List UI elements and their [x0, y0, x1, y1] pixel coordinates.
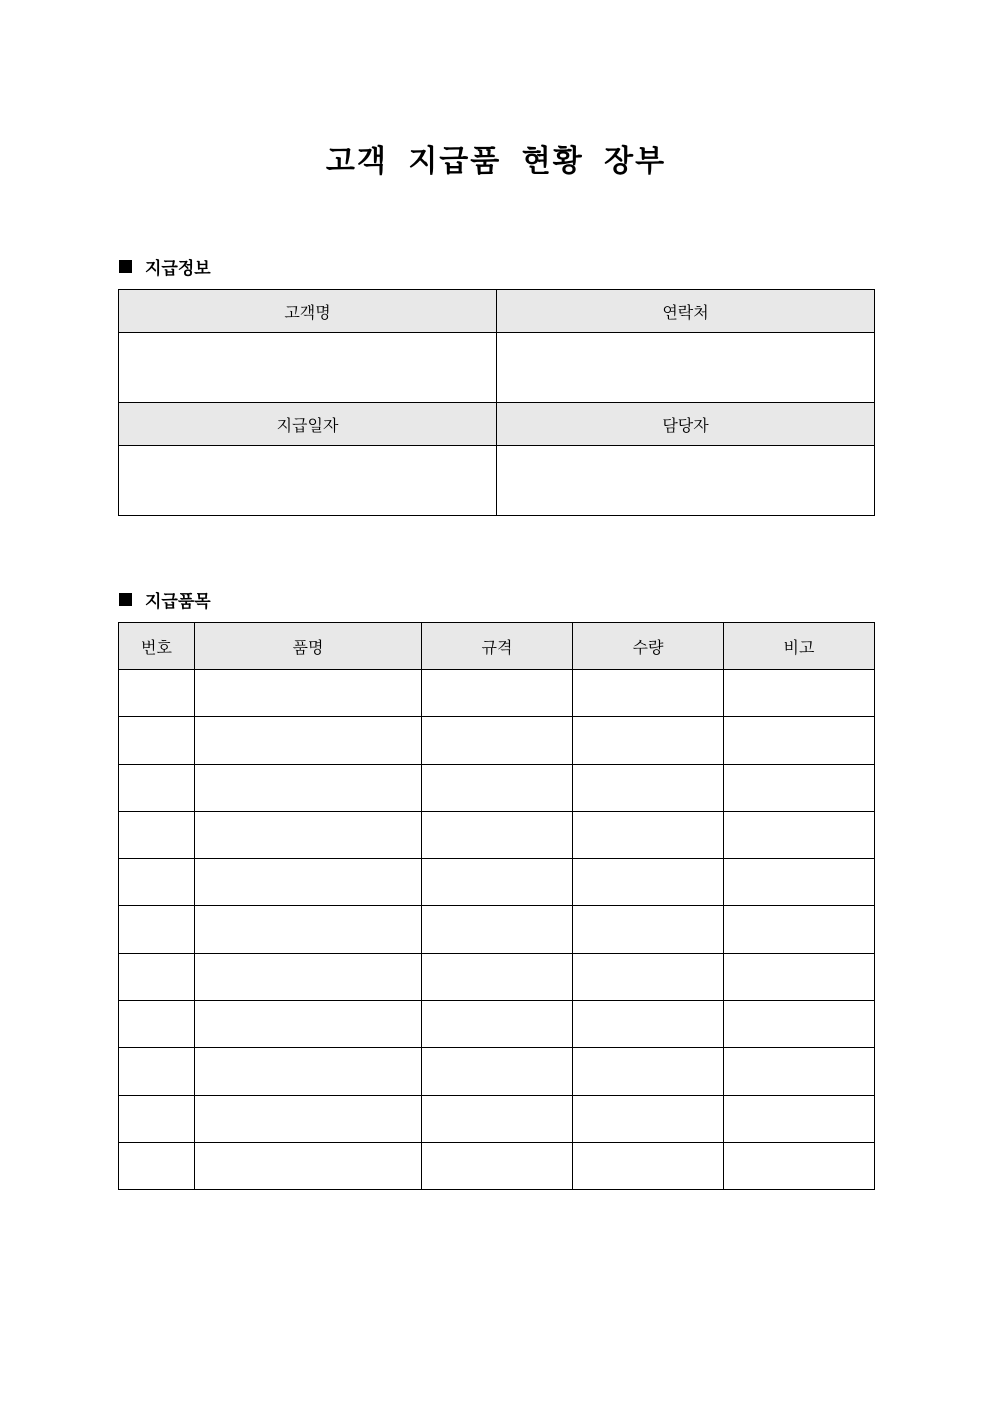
spec-cell[interactable] — [422, 906, 573, 953]
header-contact: 연락처 — [497, 290, 875, 333]
item-name-cell[interactable] — [195, 859, 422, 906]
payment-date-cell[interactable] — [119, 446, 497, 516]
item-name-cell[interactable] — [195, 764, 422, 811]
customer-name-cell[interactable] — [119, 333, 497, 403]
remarks-cell[interactable] — [724, 1095, 875, 1142]
number-cell[interactable] — [119, 717, 195, 764]
table-row — [119, 670, 875, 717]
header-item-name: 품명 — [195, 623, 422, 670]
number-cell[interactable] — [119, 670, 195, 717]
section-header-items — [119, 587, 211, 612]
items-table — [118, 622, 875, 1190]
table-row — [119, 859, 875, 906]
quantity-cell[interactable] — [573, 670, 724, 717]
item-name-cell[interactable] — [195, 906, 422, 953]
number-cell[interactable] — [119, 1142, 195, 1189]
remarks-cell[interactable] — [724, 764, 875, 811]
remarks-cell[interactable] — [724, 811, 875, 858]
square-bullet-icon — [119, 593, 132, 606]
quantity-cell[interactable] — [573, 717, 724, 764]
item-name-cell[interactable] — [195, 1142, 422, 1189]
header-quantity: 수량 — [573, 623, 724, 670]
remarks-cell[interactable] — [724, 906, 875, 953]
item-name-cell[interactable] — [195, 1048, 422, 1095]
table-row — [119, 717, 875, 764]
quantity-cell[interactable] — [573, 1001, 724, 1048]
number-cell[interactable] — [119, 764, 195, 811]
spec-cell[interactable] — [422, 859, 573, 906]
spec-cell[interactable] — [422, 670, 573, 717]
manager-cell[interactable] — [497, 446, 875, 516]
quantity-cell[interactable] — [573, 811, 724, 858]
payment-info-table — [118, 289, 875, 516]
spec-cell[interactable] — [422, 953, 573, 1000]
quantity-cell[interactable] — [573, 764, 724, 811]
spec-cell[interactable] — [422, 764, 573, 811]
item-name-cell[interactable] — [195, 1095, 422, 1142]
table-row — [119, 1095, 875, 1142]
header-payment-date: 지급일자 — [119, 403, 497, 446]
table-row — [119, 764, 875, 811]
contact-cell[interactable] — [497, 333, 875, 403]
table-row — [119, 906, 875, 953]
section-label: 지급품목 — [145, 592, 211, 612]
number-cell[interactable] — [119, 811, 195, 858]
remarks-cell[interactable] — [724, 670, 875, 717]
quantity-cell[interactable] — [573, 1048, 724, 1095]
section-label: 지급정보 — [145, 259, 211, 279]
spec-cell[interactable] — [422, 717, 573, 764]
spec-cell[interactable] — [422, 1001, 573, 1048]
header-number: 번호 — [119, 623, 195, 670]
quantity-cell[interactable] — [573, 953, 724, 1000]
quantity-cell[interactable] — [573, 906, 724, 953]
remarks-cell[interactable] — [724, 859, 875, 906]
square-bullet-icon — [119, 260, 132, 273]
item-name-cell[interactable] — [195, 1001, 422, 1048]
remarks-cell[interactable] — [724, 1142, 875, 1189]
remarks-cell[interactable] — [724, 717, 875, 764]
table-row — [119, 953, 875, 1000]
header-customer-name: 고객명 — [119, 290, 497, 333]
item-name-cell[interactable] — [195, 953, 422, 1000]
item-name-cell[interactable] — [195, 811, 422, 858]
quantity-cell[interactable] — [573, 1142, 724, 1189]
remarks-cell[interactable] — [724, 1001, 875, 1048]
item-name-cell[interactable] — [195, 717, 422, 764]
number-cell[interactable] — [119, 1001, 195, 1048]
number-cell[interactable] — [119, 953, 195, 1000]
spec-cell[interactable] — [422, 1142, 573, 1189]
table-row — [119, 1142, 875, 1189]
number-cell[interactable] — [119, 1095, 195, 1142]
header-manager: 담당자 — [497, 403, 875, 446]
number-cell[interactable] — [119, 1048, 195, 1095]
table-row — [119, 1048, 875, 1095]
quantity-cell[interactable] — [573, 1095, 724, 1142]
spec-cell[interactable] — [422, 1048, 573, 1095]
section-header-payment-info — [119, 254, 211, 279]
table-row — [119, 811, 875, 858]
quantity-cell[interactable] — [573, 859, 724, 906]
item-name-cell[interactable] — [195, 670, 422, 717]
remarks-cell[interactable] — [724, 1048, 875, 1095]
spec-cell[interactable] — [422, 811, 573, 858]
header-spec: 규격 — [422, 623, 573, 670]
table-row — [119, 1001, 875, 1048]
document-title: 고객 지급품 현황 장부 — [325, 144, 667, 179]
remarks-cell[interactable] — [724, 953, 875, 1000]
spec-cell[interactable] — [422, 1095, 573, 1142]
number-cell[interactable] — [119, 906, 195, 953]
number-cell[interactable] — [119, 859, 195, 906]
header-remarks: 비고 — [724, 623, 875, 670]
